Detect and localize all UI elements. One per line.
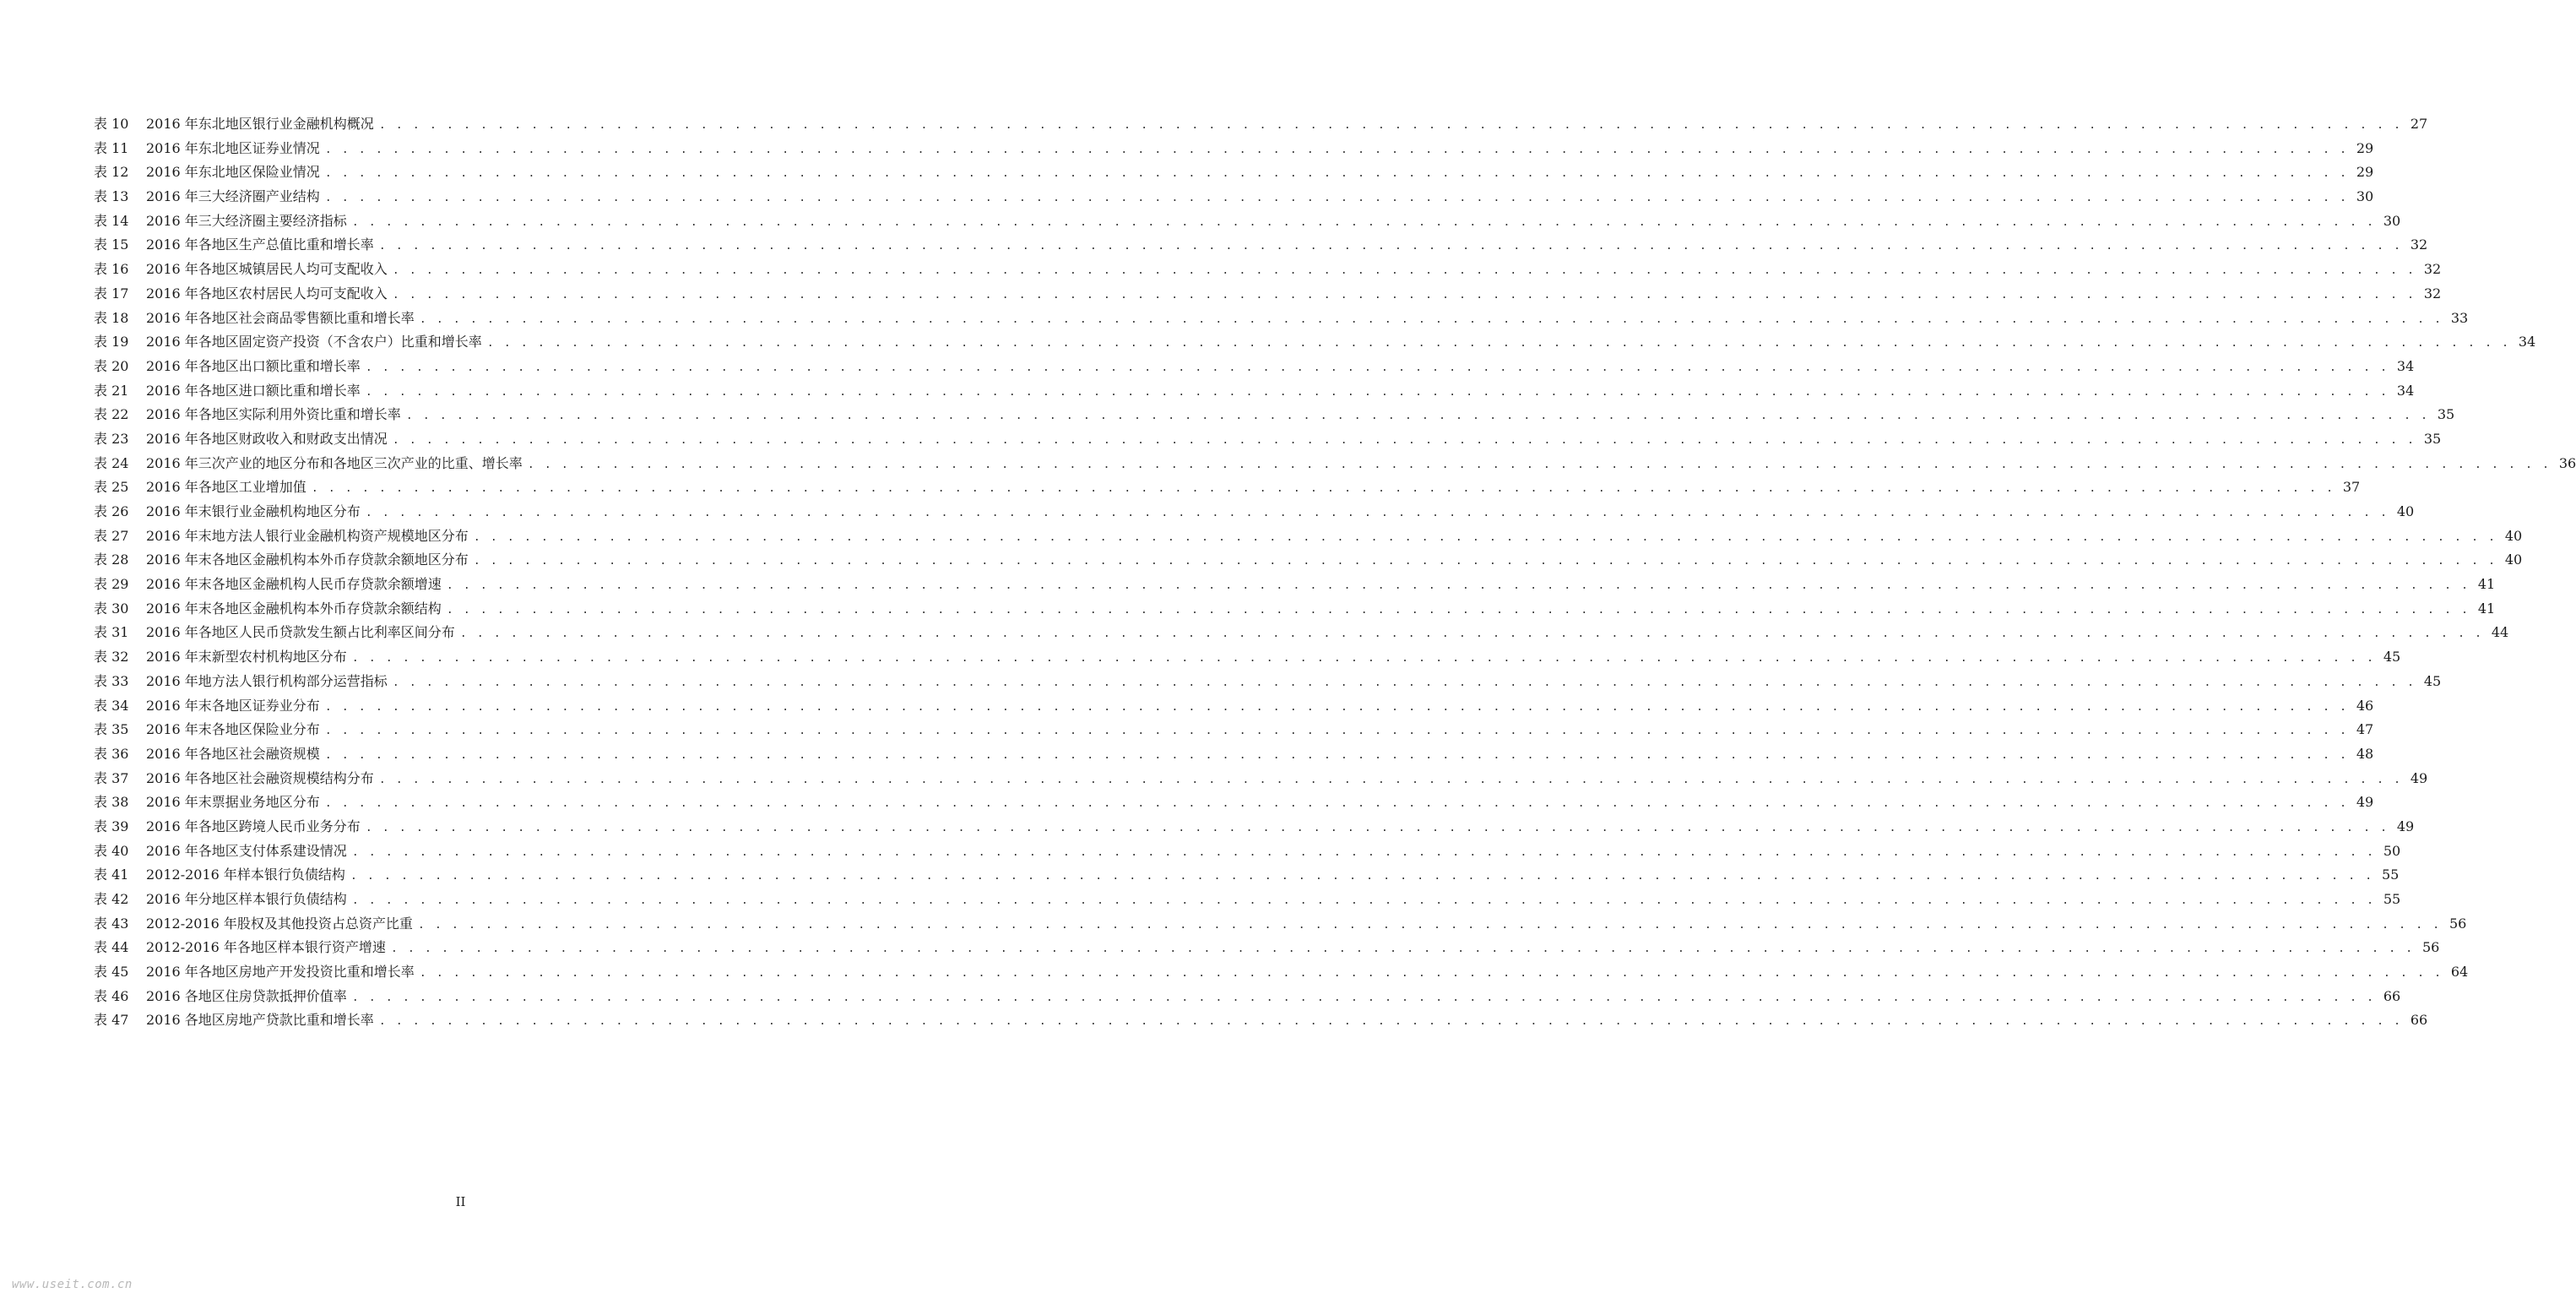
dot-leader: . . . . . . . . . . . . . . . . . . . . . . . . . . . . . . . . . . . . . . . . . . . . . . . . . . . . . . . . . . . . . . . . . . . . . . . . . . . . . . . . . . . . . . . . . . . . . . . . . . . . . . . . . . . . . . . . . . . . . . . . [365,507,2389,519]
dot-leader: . . . . . . . . . . . . . . . . . . . . . . . . . . . . . . . . . . . . . . . . . . . . . . . . . . . . . . . . . . . . . . . . . . . . . . . . . . . . . . . . . . . . . . . . . . . . . . . . . . . . . . . . . . . . . . . . . . . . . . . . [459,628,2484,641]
toc-entry-label: 表 24 [94,454,129,471]
toc-entry-page: 48 [2356,745,2374,762]
toc-entry-title: 2016 年各地区人民币贷款发生额占比利率区间分布 [146,624,455,641]
dot-leader: . . . . . . . . . . . . . . . . . . . . . . . . . . . . . . . . . . . . . . . . . . . . . . . . . . . . . . . . . . . . . . . . . . . . . . . . . . . . . . . . . . . . . . . . . . . . . . . . . . . . . . . . . . . . . . . . . . . . . . . . [473,530,2497,544]
toc-entry-label: 表 37 [94,769,129,786]
toc-entry-title: 2016 年末新型农村机构地区分布 [146,649,347,666]
toc-entry-page: 27 [2410,116,2428,132]
toc-entry-title: 2016 各地区房地产贷款比重和增长率 [146,1012,374,1029]
toc-entry-title: 2016 年各地区农村居民人均可支配收入 [146,285,388,302]
toc-entry-label: 表 30 [94,600,129,617]
toc-entry-page: 29 [2356,139,2374,156]
toc-entry-page: 66 [2410,1012,2428,1029]
toc-entry[interactable] [94,403,2455,427]
toc-entry[interactable] [94,767,2428,791]
table-of-contents [94,112,2576,1033]
toc-entry-page: 40 [2396,503,2415,519]
dot-leader: . . . . . . . . . . . . . . . . . . . . . . . . . . . . . . . . . . . . . . . . . . . . . . . . . . . . . . . . . . . . . . . . . . . . . . . . . . . . . . . . . . . . . . . . . . . . . . . . . . . . . . . . . . . . . . . . . . . . . . . . [324,192,2349,205]
toc-entry-page: 64 [2450,964,2469,981]
toc-entry[interactable] [94,282,2442,307]
toc-entry-label: 表 35 [94,721,129,738]
dot-leader: . . . . . . . . . . . . . . . . . . . . . . . . . . . . . . . . . . . . . . . . . . . . . . . . . . . . . . . . . . . . . . . . . . . . . . . . . . . . . . . . . . . . . . . . . . . . . . . . . . . . . . . . . . . . . . . . . . . . . . . . [324,167,2349,181]
toc-entry-label: 表 18 [94,309,129,326]
toc-entry-title: 2016 年末票据业务地区分布 [146,794,320,811]
dot-leader: . . . . . . . . . . . . . . . . . . . . . . . . . . . . . . . . . . . . . . . . . . . . . . . . . . . . . . . . . . . . . . . . . . . . . . . . . . . . . . . . . . . . . . . . . . . . . . . . . . . . . . . . . . . . . . . . . . . . . . . . [473,555,2497,568]
toc-entry-page: 66 [2383,987,2401,1004]
toc-entry-title: 2016 年末地方法人银行业金融机构资产规模地区分布 [146,527,469,544]
toc-entry[interactable] [94,742,2374,767]
dot-leader: . . . . . . . . . . . . . . . . . . . . . . . . . . . . . . . . . . . . . . . . . . . . . . . . . . . . . . . . . . . . . . . . . . . . . . . . . . . . . . . . . . . . . . . . . . . . . . . . . . . . . . . . . . . . . . . . . . . . . . . . [324,700,2349,714]
toc-entry-page: 32 [2423,261,2442,278]
dot-leader: . . . . . . . . . . . . . . . . . . . . . . . . . . . . . . . . . . . . . . . . . . . . . . . . . . . . . . . . . . . . . . . . . . . . . . . . . . . . . . . . . . . . . . . . . . . . . . . . . . . . . . . . . . . . . . . . . . . . . . . . [351,215,2376,229]
toc-entry[interactable] [94,1008,2428,1033]
dot-leader: . . . . . . . . . . . . . . . . . . . . . . . . . . . . . . . . . . . . . . . . . . . . . . . . . . . . . . . . . . . . . . . . . . . . . . . . . . . . . . . . . . . . . . . . . . . . . . . . . . . . . . . . . . . . . . . . . . . . . . . . [527,458,2552,471]
toc-entry[interactable] [94,137,2374,161]
toc-entry-label: 表 46 [94,987,129,1004]
toc-entry-page: 56 [2421,939,2440,956]
toc-entry-title: 2016 年末各地区保险业分布 [146,721,320,738]
toc-entry-title: 2016 年各地区进口额比重和增长率 [146,382,361,399]
toc-entry-label: 表 11 [94,139,129,156]
dot-leader: . . . . . . . . . . . . . . . . . . . . . . . . . . . . . . . . . . . . . . . . . . . . . . . . . . . . . . . . . . . . . . . . . . . . . . . . . . . . . . . . . . . . . . . . . . . . . . . . . . . . . . . . . . . . . . . . . . . . . . . . [378,240,2403,253]
toc-entry-page: 45 [2423,672,2442,689]
toc-entry[interactable] [94,500,2415,524]
dot-leader: . . . . . . . . . . . . . . . . . . . . . . . . . . . . . . . . . . . . . . . . . . . . . . . . . . . . . . . . . . . . . . . . . . . . . . . . . . . . . . . . . . . . . . . . . . . . . . . . . . . . . . . . . . . . . . . . . . . . . . . . [378,773,2403,786]
toc-entry-label: 表 29 [94,576,129,593]
toc-entry[interactable] [94,355,2415,379]
toc-entry-title: 2012-2016 年股权及其他投资占总资产比重 [146,915,413,932]
toc-entry-label: 表 39 [94,818,129,834]
dot-leader: . . . . . . . . . . . . . . . . . . . . . . . . . . . . . . . . . . . . . . . . . . . . . . . . . . . . . . . . . . . . . . . . . . . . . . . . . . . . . . . . . . . . . . . . . . . . . . . . . . . . . . . . . . . . . . . . . . . . . . . . [365,385,2389,399]
toc-entry[interactable] [94,888,2401,912]
toc-entry[interactable] [94,670,2442,694]
toc-entry-label: 表 13 [94,188,129,205]
toc-entry-label: 表 20 [94,357,129,374]
toc-entry-label: 表 38 [94,794,129,811]
toc-entry[interactable] [94,160,2374,185]
dot-leader: . . . . . . . . . . . . . . . . . . . . . . . . . . . . . . . . . . . . . . . . . . . . . . . . . . . . . . . . . . . . . . . . . . . . . . . . . . . . . . . . . . . . . . . . . . . . . . . . . . . . . . . . . . . . . . . . . . . . . . . . [417,918,2442,932]
toc-entry-label: 表 41 [94,867,129,883]
toc-entry[interactable] [94,791,2374,815]
dot-leader: . . . . . . . . . . . . . . . . . . . . . . . . . . . . . . . . . . . . . . . . . . . . . . . . . . . . . . . . . . . . . . . . . . . . . . . . . . . . . . . . . . . . . . . . . . . . . . . . . . . . . . . . . . . . . . . . . . . . . . . . [390,943,2415,956]
toc-entry-page: 45 [2383,649,2401,666]
toc-entry-title: 2016 各地区住房贷款抵押价值率 [146,987,347,1004]
dot-leader: . . . . . . . . . . . . . . . . . . . . . . . . . . . . . . . . . . . . . . . . . . . . . . . . . . . . . . . . . . . . . . . . . . . . . . . . . . . . . . . . . . . . . . . . . . . . . . . . . . . . . . . . . . . . . . . . . . . . . . . . [392,433,2416,447]
toc-entry-label: 表 26 [94,503,129,519]
toc-entry[interactable] [94,985,2401,1009]
dot-leader: . . . . . . . . . . . . . . . . . . . . . . . . . . . . . . . . . . . . . . . . . . . . . . . . . . . . . . . . . . . . . . . . . . . . . . . . . . . . . . . . . . . . . . . . . . . . . . . . . . . . . . . . . . . . . . . . . . . . . . . . [365,361,2389,374]
toc-entry-title: 2012-2016 年各地区样本银行资产增速 [146,939,386,956]
toc-entry-label: 表 14 [94,212,129,229]
toc-entry[interactable] [94,379,2415,404]
toc-entry-title: 2016 年末各地区证券业分布 [146,697,320,714]
toc-entry-page: 56 [2449,915,2467,932]
dot-leader: . . . . . . . . . . . . . . . . . . . . . . . . . . . . . . . . . . . . . . . . . . . . . . . . . . . . . . . . . . . . . . . . . . . . . . . . . . . . . . . . . . . . . . . . . . . . . . . . . . . . . . . . . . . . . . . . . . . . . . . . [392,288,2416,302]
toc-entry[interactable] [94,597,2496,622]
toc-entry-title: 2016 年末各地区金融机构本外币存贷款余额地区分布 [146,551,469,568]
toc-entry-title: 2012-2016 年样本银行负债结构 [146,867,345,883]
toc-entry-page: 41 [2477,576,2496,593]
toc-entry[interactable] [94,960,2469,985]
dot-leader: . . . . . . . . . . . . . . . . . . . . . . . . . . . . . . . . . . . . . . . . . . . . . . . . . . . . . . . . . . . . . . . . . . . . . . . . . . . . . . . . . . . . . . . . . . . . . . . . . . . . . . . . . . . . . . . . . . . . . . . . [324,725,2349,738]
toc-entry[interactable] [94,330,2536,355]
toc-entry-title: 2016 年各地区社会融资规模 [146,745,320,762]
toc-entry-page: 40 [2504,527,2523,544]
toc-entry-page: 55 [2381,867,2400,883]
toc-entry-page: 32 [2423,285,2442,302]
toc-entry-title: 2016 年各地区支付体系建设情况 [146,842,347,859]
toc-entry-page: 35 [2437,406,2455,423]
toc-entry[interactable] [94,815,2415,839]
toc-entry[interactable] [94,645,2401,670]
toc-entry-title: 2016 年末各地区金融机构人民币存贷款余额增速 [146,576,442,593]
toc-entry-page: 37 [2342,479,2361,496]
toc-entry[interactable] [94,524,2523,549]
toc-entry-page: 49 [2356,794,2374,811]
toc-entry-label: 表 43 [94,915,129,932]
toc-entry-page: 30 [2356,188,2374,205]
toc-entry[interactable] [94,209,2401,234]
toc-entry-label: 表 33 [94,672,129,689]
toc-entry-page: 40 [2504,551,2523,568]
dot-leader: . . . . . . . . . . . . . . . . . . . . . . . . . . . . . . . . . . . . . . . . . . . . . . . . . . . . . . . . . . . . . . . . . . . . . . . . . . . . . . . . . . . . . . . . . . . . . . . . . . . . . . . . . . . . . . . . . . . . . . . . [486,337,2511,350]
toc-entry[interactable] [94,233,2428,258]
toc-entry-page: 50 [2383,842,2401,859]
toc-entry-label: 表 10 [94,116,129,132]
toc-entry-title: 2016 年东北地区银行业金融机构概况 [146,116,374,132]
toc-entry[interactable] [94,863,2400,888]
toc-entry[interactable] [94,573,2496,597]
toc-entry-title: 2016 年各地区城镇居民人均可支配收入 [146,261,388,278]
toc-entry[interactable] [94,718,2374,742]
toc-entry-title: 2016 年分地区样本银行负债结构 [146,891,347,907]
toc-entry[interactable] [94,112,2428,137]
toc-entry-title: 2016 年各地区财政收入和财政支出情况 [146,430,388,447]
toc-entry-title: 2016 年各地区实际利用外资比重和增长率 [146,406,401,423]
toc-entry-label: 表 21 [94,382,129,399]
toc-entry-title: 2016 年三次产业的地区分布和各地区三次产业的比重、增长率 [146,454,523,471]
toc-entry-title: 2016 年末银行业金融机构地区分布 [146,503,361,519]
toc-entry-title: 2016 年各地区出口额比重和增长率 [146,357,361,374]
toc-entry-label: 表 25 [94,479,129,496]
toc-entry-title: 2016 年各地区生产总值比重和增长率 [146,236,374,253]
toc-entry-label: 表 23 [94,430,129,447]
toc-entry[interactable] [94,475,2361,500]
toc-entry-title: 2016 年地方法人银行机构部分运营指标 [146,672,388,689]
toc-entry[interactable] [94,912,2467,937]
toc-entry-title: 2016 年东北地区证券业情况 [146,139,320,156]
toc-entry-title: 2016 年各地区跨境人民币业务分布 [146,818,361,834]
toc-entry-title: 2016 年各地区工业增加值 [146,479,306,496]
toc-entry-page: 34 [2396,357,2415,374]
page-number: II [455,1194,466,1209]
toc-entry-label: 表 28 [94,551,129,568]
dot-leader: . . . . . . . . . . . . . . . . . . . . . . . . . . . . . . . . . . . . . . . . . . . . . . . . . . . . . . . . . . . . . . . . . . . . . . . . . . . . . . . . . . . . . . . . . . . . . . . . . . . . . . . . . . . . . . . . . . . . . . . . [392,676,2416,689]
toc-entry-page: 32 [2410,236,2428,253]
dot-leader: . . . . . . . . . . . . . . . . . . . . . . . . . . . . . . . . . . . . . . . . . . . . . . . . . . . . . . . . . . . . . . . . . . . . . . . . . . . . . . . . . . . . . . . . . . . . . . . . . . . . . . . . . . . . . . . . . . . . . . . . [365,821,2389,834]
dot-leader: . . . . . . . . . . . . . . . . . . . . . . . . . . . . . . . . . . . . . . . . . . . . . . . . . . . . . . . . . . . . . . . . . . . . . . . . . . . . . . . . . . . . . . . . . . . . . . . . . . . . . . . . . . . . . . . . . . . . . . . . [446,579,2470,593]
toc-entry-title: 2016 年各地区房地产开发投资比重和增长率 [146,964,415,981]
toc-entry-label: 表 45 [94,964,129,981]
dot-leader: . . . . . . . . . . . . . . . . . . . . . . . . . . . . . . . . . . . . . . . . . . . . . . . . . . . . . . . . . . . . . . . . . . . . . . . . . . . . . . . . . . . . . . . . . . . . . . . . . . . . . . . . . . . . . . . . . . . . . . . . [405,410,2430,423]
dot-leader: . . . . . . . . . . . . . . . . . . . . . . . . . . . . . . . . . . . . . . . . . . . . . . . . . . . . . . . . . . . . . . . . . . . . . . . . . . . . . . . . . . . . . . . . . . . . . . . . . . . . . . . . . . . . . . . . . . . . . . . . [378,119,2403,132]
toc-entry[interactable] [94,307,2469,331]
dot-leader: . . . . . . . . . . . . . . . . . . . . . . . . . . . . . . . . . . . . . . . . . . . . . . . . . . . . . . . . . . . . . . . . . . . . . . . . . . . . . . . . . . . . . . . . . . . . . . . . . . . . . . . . . . . . . . . . . . . . . . . . [446,603,2470,617]
toc-entry-page: 44 [2491,624,2509,641]
dot-leader: . . . . . . . . . . . . . . . . . . . . . . . . . . . . . . . . . . . . . . . . . . . . . . . . . . . . . . . . . . . . . . . . . . . . . . . . . . . . . . . . . . . . . . . . . . . . . . . . . . . . . . . . . . . . . . . . . . . . . . . . [351,652,2376,666]
toc-entry-label: 表 12 [94,164,129,181]
toc-entry-page: 49 [2396,818,2415,834]
toc-entry[interactable] [94,621,2509,645]
toc-entry-title: 2016 年各地区社会商品零售额比重和增长率 [146,309,415,326]
toc-entry-title: 2016 年末各地区金融机构本外币存贷款余额结构 [146,600,442,617]
watermark: www.useit.com.cn [12,1278,133,1291]
toc-entry-page: 36 [2558,454,2576,471]
toc-entry[interactable] [94,258,2442,282]
toc-entry-page: 55 [2383,891,2401,907]
dot-leader: . . . . . . . . . . . . . . . . . . . . . . . . . . . . . . . . . . . . . . . . . . . . . . . . . . . . . . . . . . . . . . . . . . . . . . . . . . . . . . . . . . . . . . . . . . . . . . . . . . . . . . . . . . . . . . . . . . . . . . . . [392,264,2416,278]
toc-entry-page: 49 [2410,769,2428,786]
toc-entry-label: 表 42 [94,891,129,907]
toc-entry-title: 2016 年三大经济圈产业结构 [146,188,320,205]
toc-entry-label: 表 27 [94,527,129,544]
toc-entry-label: 表 47 [94,1012,129,1029]
toc-entry-page: 33 [2450,309,2469,326]
toc-entry-title: 2016 年东北地区保险业情况 [146,164,320,181]
dot-leader: . . . . . . . . . . . . . . . . . . . . . . . . . . . . . . . . . . . . . . . . . . . . . . . . . . . . . . . . . . . . . . . . . . . . . . . . . . . . . . . . . . . . . . . . . . . . . . . . . . . . . . . . . . . . . . . . . . . . . . . . [324,143,2349,156]
dot-leader: . . . . . . . . . . . . . . . . . . . . . . . . . . . . . . . . . . . . . . . . . . . . . . . . . . . . . . . . . . . . . . . . . . . . . . . . . . . . . . . . . . . . . . . . . . . . . . . . . . . . . . . . . . . . . . . . . . . . . . . . [351,845,2376,859]
toc-entry-page: 34 [2396,382,2415,399]
toc-entry-label: 表 36 [94,745,129,762]
toc-entry[interactable] [94,936,2440,960]
toc-entry[interactable] [94,427,2442,452]
toc-entry-title: 2016 年各地区固定资产投资（不含农户）比重和增长率 [146,334,482,350]
toc-entry[interactable] [94,694,2374,719]
dot-leader: . . . . . . . . . . . . . . . . . . . . . . . . . . . . . . . . . . . . . . . . . . . . . . . . . . . . . . . . . . . . . . . . . . . . . . . . . . . . . . . . . . . . . . . . . . . . . . . . . . . . . . . . . . . . . . . . . . . . . . . . [324,748,2349,762]
dot-leader: . . . . . . . . . . . . . . . . . . . . . . . . . . . . . . . . . . . . . . . . . . . . . . . . . . . . . . . . . . . . . . . . . . . . . . . . . . . . . . . . . . . . . . . . . . . . . . . . . . . . . . . . . . . . . . . . . . . . . . . . [311,482,2335,496]
toc-entry-title: 2016 年三大经济圈主要经济指标 [146,212,347,229]
toc-entry-label: 表 34 [94,697,129,714]
toc-entry-label: 表 32 [94,649,129,666]
toc-entry-page: 30 [2383,212,2401,229]
dot-leader: . . . . . . . . . . . . . . . . . . . . . . . . . . . . . . . . . . . . . . . . . . . . . . . . . . . . . . . . . . . . . . . . . . . . . . . . . . . . . . . . . . . . . . . . . . . . . . . . . . . . . . . . . . . . . . . . . . . . . . . . [419,967,2443,981]
toc-entry[interactable] [94,839,2401,864]
dot-leader: . . . . . . . . . . . . . . . . . . . . . . . . . . . . . . . . . . . . . . . . . . . . . . . . . . . . . . . . . . . . . . . . . . . . . . . . . . . . . . . . . . . . . . . . . . . . . . . . . . . . . . . . . . . . . . . . . . . . . . . . [351,894,2376,907]
toc-entry-label: 表 31 [94,624,129,641]
toc-entry-title: 2016 年各地区社会融资规模结构分布 [146,769,374,786]
toc-entry-page: 47 [2356,721,2374,738]
toc-entry-label: 表 22 [94,406,129,423]
toc-entry-label: 表 19 [94,334,129,350]
toc-entry[interactable] [94,452,2576,476]
dot-leader: . . . . . . . . . . . . . . . . . . . . . . . . . . . . . . . . . . . . . . . . . . . . . . . . . . . . . . . . . . . . . . . . . . . . . . . . . . . . . . . . . . . . . . . . . . . . . . . . . . . . . . . . . . . . . . . . . . . . . . . . [378,1015,2403,1029]
dot-leader: . . . . . . . . . . . . . . . . . . . . . . . . . . . . . . . . . . . . . . . . . . . . . . . . . . . . . . . . . . . . . . . . . . . . . . . . . . . . . . . . . . . . . . . . . . . . . . . . . . . . . . . . . . . . . . . . . . . . . . . . [419,312,2443,326]
toc-entry-label: 表 15 [94,236,129,253]
toc-entry-page: 29 [2356,164,2374,181]
toc-entry-page: 46 [2356,697,2374,714]
toc-entry-label: 表 40 [94,842,129,859]
toc-entry-label: 表 44 [94,939,129,956]
toc-entry-label: 表 16 [94,261,129,278]
toc-entry-label: 表 17 [94,285,129,302]
toc-entry-page: 41 [2477,600,2496,617]
toc-entry-page: 34 [2518,334,2536,350]
dot-leader: . . . . . . . . . . . . . . . . . . . . . . . . . . . . . . . . . . . . . . . . . . . . . . . . . . . . . . . . . . . . . . . . . . . . . . . . . . . . . . . . . . . . . . . . . . . . . . . . . . . . . . . . . . . . . . . . . . . . . . . . [351,991,2376,1004]
dot-leader: . . . . . . . . . . . . . . . . . . . . . . . . . . . . . . . . . . . . . . . . . . . . . . . . . . . . . . . . . . . . . . . . . . . . . . . . . . . . . . . . . . . . . . . . . . . . . . . . . . . . . . . . . . . . . . . . . . . . . . . . [350,870,2374,883]
dot-leader: . . . . . . . . . . . . . . . . . . . . . . . . . . . . . . . . . . . . . . . . . . . . . . . . . . . . . . . . . . . . . . . . . . . . . . . . . . . . . . . . . . . . . . . . . . . . . . . . . . . . . . . . . . . . . . . . . . . . . . . . [324,797,2349,811]
toc-entry[interactable] [94,185,2374,209]
toc-entry[interactable] [94,548,2523,573]
toc-entry-page: 35 [2423,430,2442,447]
